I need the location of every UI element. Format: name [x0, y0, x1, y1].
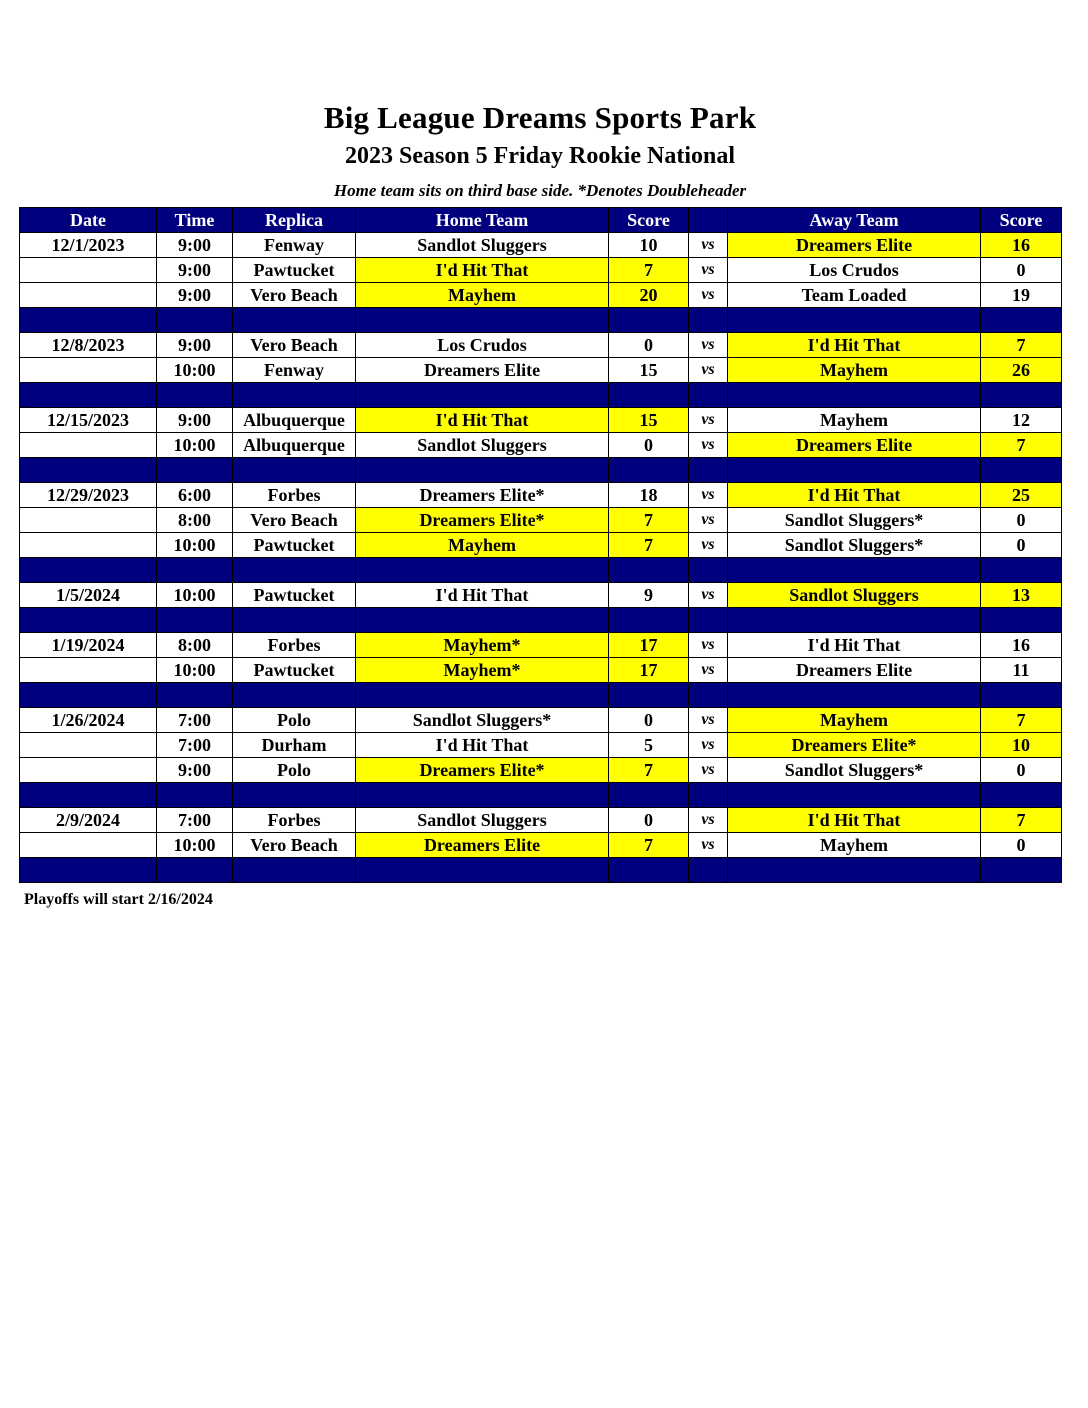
replica-field-cell: Vero Beach — [233, 283, 356, 308]
separator-cell — [356, 783, 609, 808]
replica-field-cell: Forbes — [233, 483, 356, 508]
table-row — [20, 633, 1062, 658]
away-team-cell: Dreamers Elite — [728, 233, 981, 258]
away-score-cell: 25 — [981, 483, 1062, 508]
separator-cell — [728, 608, 981, 633]
separator-cell — [609, 383, 689, 408]
away-score-cell: 26 — [981, 358, 1062, 383]
away-team-cell: I'd Hit That — [728, 808, 981, 833]
schedule-table — [19, 207, 1062, 883]
away-score-cell: 0 — [981, 533, 1062, 558]
week-separator-row — [20, 308, 1062, 333]
separator-cell — [233, 683, 356, 708]
date-cell: 1/5/2024 — [20, 583, 157, 608]
separator-cell — [728, 383, 981, 408]
separator-cell — [20, 783, 157, 808]
vs-cell: vs — [689, 508, 728, 533]
table-row — [20, 658, 1062, 683]
separator-cell — [609, 608, 689, 633]
separator-cell — [981, 383, 1062, 408]
home-team-cell: Dreamers Elite* — [356, 483, 609, 508]
away-team-cell: Sandlot Sluggers* — [728, 758, 981, 783]
away-team-cell: I'd Hit That — [728, 483, 981, 508]
time-cell: 7:00 — [157, 733, 233, 758]
table-row — [20, 483, 1062, 508]
date-cell: 12/29/2023 — [20, 483, 157, 508]
home-team-cell: Sandlot Sluggers — [356, 808, 609, 833]
home-score-cell: 9 — [609, 583, 689, 608]
week-separator-row — [20, 458, 1062, 483]
separator-cell — [157, 383, 233, 408]
week-separator-row — [20, 783, 1062, 808]
column-header-date: Date — [20, 208, 157, 233]
table-row — [20, 333, 1062, 358]
away-score-cell: 0 — [981, 508, 1062, 533]
separator-cell — [609, 458, 689, 483]
column-header-replica: Replica — [233, 208, 356, 233]
date-cell: 1/26/2024 — [20, 708, 157, 733]
date-cell — [20, 358, 157, 383]
time-cell: 10:00 — [157, 583, 233, 608]
away-team-cell: Los Crudos — [728, 258, 981, 283]
away-team-cell: I'd Hit That — [728, 333, 981, 358]
home-score-cell: 10 — [609, 233, 689, 258]
separator-cell — [157, 558, 233, 583]
away-team-cell: Sandlot Sluggers* — [728, 533, 981, 558]
away-score-cell: 12 — [981, 408, 1062, 433]
time-cell: 7:00 — [157, 708, 233, 733]
away-score-cell: 0 — [981, 258, 1062, 283]
separator-cell — [981, 858, 1062, 883]
away-team-cell: Sandlot Sluggers — [728, 583, 981, 608]
home-score-cell: 7 — [609, 533, 689, 558]
home-team-cell: Sandlot Sluggers* — [356, 708, 609, 733]
away-score-cell: 16 — [981, 633, 1062, 658]
separator-cell — [689, 683, 728, 708]
separator-cell — [356, 558, 609, 583]
table-row — [20, 708, 1062, 733]
replica-field-cell: Albuquerque — [233, 408, 356, 433]
home-score-cell: 7 — [609, 833, 689, 858]
away-team-cell: Dreamers Elite — [728, 433, 981, 458]
separator-cell — [233, 458, 356, 483]
date-cell — [20, 258, 157, 283]
separator-cell — [233, 783, 356, 808]
table-row — [20, 408, 1062, 433]
separator-cell — [609, 858, 689, 883]
separator-cell — [728, 558, 981, 583]
away-score-cell: 11 — [981, 658, 1062, 683]
away-score-cell: 7 — [981, 808, 1062, 833]
date-cell — [20, 433, 157, 458]
home-score-cell: 0 — [609, 808, 689, 833]
separator-cell — [20, 458, 157, 483]
separator-cell — [728, 858, 981, 883]
away-team-cell: Mayhem — [728, 408, 981, 433]
table-row — [20, 733, 1062, 758]
away-score-cell: 7 — [981, 333, 1062, 358]
home-team-cell: I'd Hit That — [356, 408, 609, 433]
vs-cell: vs — [689, 533, 728, 558]
away-team-cell: Mayhem — [728, 708, 981, 733]
time-cell: 8:00 — [157, 508, 233, 533]
vs-cell: vs — [689, 408, 728, 433]
week-separator-row — [20, 558, 1062, 583]
time-cell: 9:00 — [157, 258, 233, 283]
date-cell — [20, 733, 157, 758]
separator-cell — [157, 458, 233, 483]
home-team-cell: Sandlot Sluggers — [356, 433, 609, 458]
separator-cell — [157, 608, 233, 633]
separator-cell — [689, 383, 728, 408]
separator-cell — [20, 858, 157, 883]
separator-cell — [157, 308, 233, 333]
vs-cell: vs — [689, 733, 728, 758]
away-team-cell: Dreamers Elite* — [728, 733, 981, 758]
home-score-cell: 0 — [609, 433, 689, 458]
doubleheader-note: Home team sits on third base side. *Denotes Doubleheader — [333, 181, 747, 200]
separator-cell — [728, 458, 981, 483]
separator-cell — [356, 858, 609, 883]
vs-cell: vs — [689, 483, 728, 508]
home-team-cell: Sandlot Sluggers — [356, 233, 609, 258]
separator-cell — [728, 308, 981, 333]
away-score-cell: 0 — [981, 758, 1062, 783]
separator-cell — [981, 683, 1062, 708]
separator-cell — [609, 783, 689, 808]
home-team-cell: Mayhem* — [356, 658, 609, 683]
separator-cell — [981, 308, 1062, 333]
vs-cell: vs — [689, 283, 728, 308]
replica-field-cell: Vero Beach — [233, 508, 356, 533]
home-score-cell: 15 — [609, 358, 689, 383]
time-cell: 10:00 — [157, 533, 233, 558]
separator-cell — [689, 783, 728, 808]
separator-cell — [689, 608, 728, 633]
date-cell: 12/15/2023 — [20, 408, 157, 433]
separator-cell — [609, 308, 689, 333]
time-cell: 9:00 — [157, 333, 233, 358]
away-score-cell: 19 — [981, 283, 1062, 308]
replica-field-cell: Pawtucket — [233, 258, 356, 283]
time-cell: 10:00 — [157, 433, 233, 458]
vs-cell: vs — [689, 583, 728, 608]
replica-field-cell: Fenway — [233, 358, 356, 383]
replica-field-cell: Durham — [233, 733, 356, 758]
away-team-cell: I'd Hit That — [728, 633, 981, 658]
separator-cell — [356, 308, 609, 333]
home-team-cell: I'd Hit That — [356, 258, 609, 283]
away-score-cell: 13 — [981, 583, 1062, 608]
time-cell: 9:00 — [157, 408, 233, 433]
vs-cell: vs — [689, 258, 728, 283]
separator-cell — [356, 458, 609, 483]
vs-cell: vs — [689, 333, 728, 358]
date-cell: 12/1/2023 — [20, 233, 157, 258]
home-score-cell: 18 — [609, 483, 689, 508]
table-row — [20, 233, 1062, 258]
date-cell — [20, 283, 157, 308]
replica-field-cell: Pawtucket — [233, 583, 356, 608]
vs-cell: vs — [689, 708, 728, 733]
separator-cell — [728, 683, 981, 708]
separator-cell — [609, 683, 689, 708]
home-score-cell: 20 — [609, 283, 689, 308]
separator-cell — [981, 783, 1062, 808]
week-separator-row — [20, 383, 1062, 408]
table-row — [20, 358, 1062, 383]
replica-field-cell: Pawtucket — [233, 658, 356, 683]
table-row — [20, 283, 1062, 308]
page-title: Big League Dreams Sports Park — [323, 100, 757, 135]
separator-cell — [356, 683, 609, 708]
home-team-cell: Dreamers Elite — [356, 358, 609, 383]
week-separator-row — [20, 608, 1062, 633]
date-cell — [20, 508, 157, 533]
away-score-cell: 0 — [981, 833, 1062, 858]
time-cell: 9:00 — [157, 233, 233, 258]
home-team-cell: Dreamers Elite — [356, 833, 609, 858]
replica-field-cell: Vero Beach — [233, 833, 356, 858]
home-score-cell: 0 — [609, 333, 689, 358]
page-subtitle: 2023 Season 5 Friday Rookie National — [344, 143, 736, 169]
separator-cell — [728, 783, 981, 808]
table-row — [20, 258, 1062, 283]
time-cell: 10:00 — [157, 658, 233, 683]
separator-cell — [689, 558, 728, 583]
away-score-cell: 7 — [981, 433, 1062, 458]
home-team-cell: Mayhem — [356, 533, 609, 558]
separator-cell — [20, 558, 157, 583]
table-row — [20, 533, 1062, 558]
separator-cell — [233, 608, 356, 633]
vs-cell: vs — [689, 633, 728, 658]
vs-cell: vs — [689, 833, 728, 858]
separator-cell — [233, 383, 356, 408]
separator-cell — [981, 558, 1062, 583]
vs-cell: vs — [689, 808, 728, 833]
vs-cell: vs — [689, 358, 728, 383]
date-cell: 12/8/2023 — [20, 333, 157, 358]
home-score-cell: 17 — [609, 633, 689, 658]
replica-field-cell: Albuquerque — [233, 433, 356, 458]
playoffs-note: Playoffs will start 2/16/2024 — [24, 891, 213, 908]
time-cell: 8:00 — [157, 633, 233, 658]
week-separator-row — [20, 858, 1062, 883]
separator-cell — [981, 458, 1062, 483]
separator-cell — [157, 858, 233, 883]
date-cell — [20, 758, 157, 783]
away-score-cell: 7 — [981, 708, 1062, 733]
vs-cell: vs — [689, 758, 728, 783]
away-team-cell: Sandlot Sluggers* — [728, 508, 981, 533]
date-cell — [20, 658, 157, 683]
separator-cell — [689, 858, 728, 883]
separator-cell — [233, 558, 356, 583]
column-header-time: Time — [157, 208, 233, 233]
home-team-cell: Dreamers Elite* — [356, 758, 609, 783]
separator-cell — [689, 308, 728, 333]
replica-field-cell: Pawtucket — [233, 533, 356, 558]
replica-field-cell: Polo — [233, 758, 356, 783]
away-team-cell: Team Loaded — [728, 283, 981, 308]
time-cell: 7:00 — [157, 808, 233, 833]
replica-field-cell: Vero Beach — [233, 333, 356, 358]
separator-cell — [233, 308, 356, 333]
vs-cell: vs — [689, 433, 728, 458]
week-separator-row — [20, 683, 1062, 708]
date-cell — [20, 833, 157, 858]
table-row — [20, 833, 1062, 858]
separator-cell — [356, 383, 609, 408]
home-score-cell: 17 — [609, 658, 689, 683]
replica-field-cell: Forbes — [233, 808, 356, 833]
replica-field-cell: Forbes — [233, 633, 356, 658]
time-cell: 6:00 — [157, 483, 233, 508]
table-row — [20, 433, 1062, 458]
home-team-cell: I'd Hit That — [356, 733, 609, 758]
home-team-cell: Los Crudos — [356, 333, 609, 358]
separator-cell — [20, 683, 157, 708]
column-header-away-team: Away Team — [728, 208, 981, 233]
date-cell — [20, 533, 157, 558]
schedule-body — [20, 233, 1062, 883]
separator-cell — [981, 608, 1062, 633]
home-score-cell: 0 — [609, 708, 689, 733]
home-team-cell: Mayhem* — [356, 633, 609, 658]
time-cell: 10:00 — [157, 833, 233, 858]
separator-cell — [20, 308, 157, 333]
away-team-cell: Mayhem — [728, 358, 981, 383]
table-row — [20, 508, 1062, 533]
vs-cell: vs — [689, 658, 728, 683]
table-row — [20, 583, 1062, 608]
home-score-cell: 5 — [609, 733, 689, 758]
vs-cell: vs — [689, 233, 728, 258]
away-score-cell: 16 — [981, 233, 1062, 258]
home-team-cell: Mayhem — [356, 283, 609, 308]
replica-field-cell: Fenway — [233, 233, 356, 258]
time-cell: 9:00 — [157, 283, 233, 308]
home-score-cell: 7 — [609, 758, 689, 783]
away-team-cell: Dreamers Elite — [728, 658, 981, 683]
time-cell: 9:00 — [157, 758, 233, 783]
separator-cell — [157, 783, 233, 808]
separator-cell — [356, 608, 609, 633]
home-team-cell: I'd Hit That — [356, 583, 609, 608]
table-header-row — [20, 208, 1062, 233]
column-header-away-score: Score — [981, 208, 1062, 233]
separator-cell — [20, 383, 157, 408]
away-team-cell: Mayhem — [728, 833, 981, 858]
separator-cell — [233, 858, 356, 883]
column-header-vs — [689, 208, 728, 233]
column-header-home-team: Home Team — [356, 208, 609, 233]
date-cell: 2/9/2024 — [20, 808, 157, 833]
column-header-home-score: Score — [609, 208, 689, 233]
away-score-cell: 10 — [981, 733, 1062, 758]
table-row — [20, 808, 1062, 833]
separator-cell — [689, 458, 728, 483]
replica-field-cell: Polo — [233, 708, 356, 733]
separator-cell — [609, 558, 689, 583]
separator-cell — [157, 683, 233, 708]
home-score-cell: 15 — [609, 408, 689, 433]
date-cell: 1/19/2024 — [20, 633, 157, 658]
home-score-cell: 7 — [609, 508, 689, 533]
home-score-cell: 7 — [609, 258, 689, 283]
home-team-cell: Dreamers Elite* — [356, 508, 609, 533]
table-row — [20, 758, 1062, 783]
separator-cell — [20, 608, 157, 633]
time-cell: 10:00 — [157, 358, 233, 383]
